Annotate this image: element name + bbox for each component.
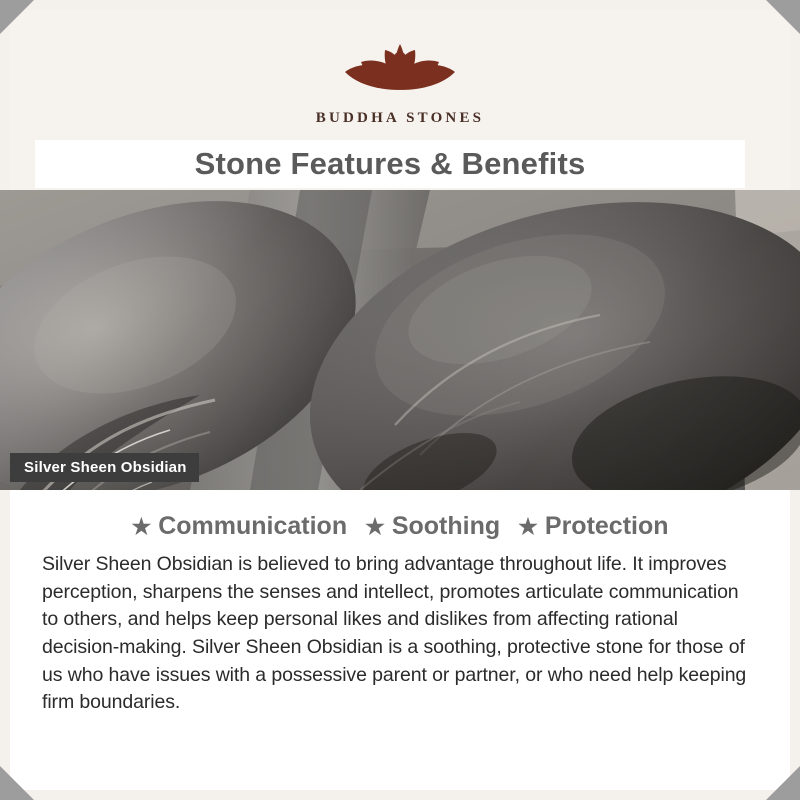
star-icon: ★: [131, 513, 152, 539]
star-icon: ★: [518, 513, 538, 539]
benefit-label: Protection: [544, 512, 669, 540]
corner-decoration-top-right: [766, 0, 800, 34]
content-area: [10, 490, 790, 790]
benefit-item: [518, 512, 668, 541]
stone-photo-graphic: [0, 190, 800, 490]
title-band: [35, 140, 745, 188]
benefit-label: Soothing: [391, 512, 501, 540]
corner-decoration-top-left: [0, 0, 34, 34]
page-title: Stone Features & Benefits: [194, 146, 586, 181]
corner-decoration-bottom-right: [766, 766, 800, 800]
lotus-meditation-icon: [325, 28, 475, 106]
benefit-item: [131, 512, 347, 541]
benefit-label: Communication: [158, 512, 348, 540]
corner-decoration-bottom-left: [0, 766, 34, 800]
benefit-item: [365, 512, 500, 541]
brand-logo: [316, 28, 484, 127]
brand-name: BUDDHA STONES: [315, 110, 485, 126]
stone-photo: [0, 190, 800, 490]
benefits-list: [42, 512, 758, 541]
photo-caption: Silver Sheen Obsidian: [10, 453, 199, 482]
star-icon: ★: [365, 513, 385, 539]
description-text: Silver Sheen Obsidian is believed to bring advantage throughout life. It improves perception, sharpens the senses and intellect, promotes articulate communication to others, and helps keep personal likes and dislikes from affecting rational decision-making. Silver Sheen Obsidian is a soothing, protective stone for those of us who have issues with a possessive parent or partner, or who need help keeping firm boundaries.: [42, 553, 747, 714]
